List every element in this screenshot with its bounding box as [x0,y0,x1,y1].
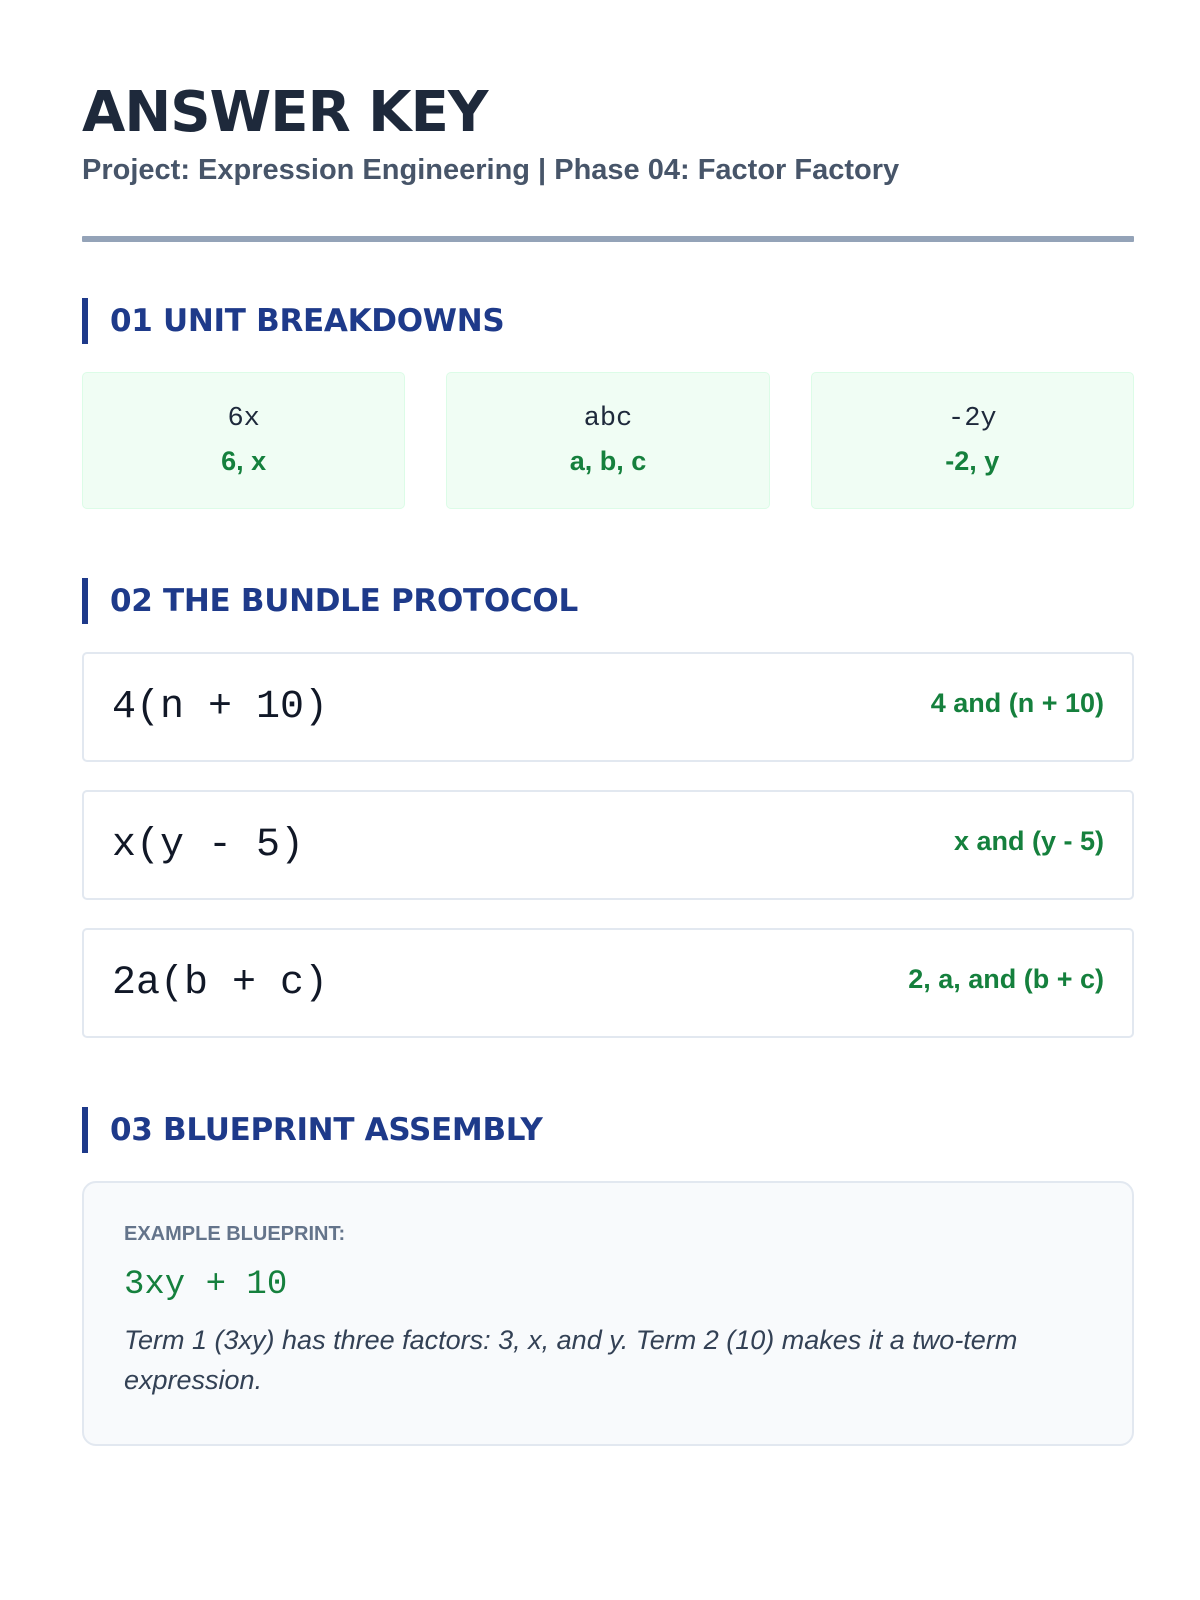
unit-expression: abc [583,404,633,434]
bundle-row [82,652,1134,762]
bundle-answer: x and (y - 5) [953,825,1104,856]
bundle-expression: 2a(b + c) [112,960,329,1006]
blueprint-expression: 3xy + 10 [124,1266,288,1304]
blueprint-label: EXAMPLE BLUEPRINT: [124,1223,346,1245]
bundle-protocol-list [82,652,1134,1066]
unit-factors: -2, y [945,446,1000,476]
unit-card [811,372,1134,509]
bundle-row [82,928,1134,1038]
unit-card [82,372,405,509]
unit-factors: a, b, c [569,446,647,476]
unit-expression: -2y [948,404,997,434]
page-subtitle: Project: Expression Engineering | Phase 04: Factor Factory [82,154,900,186]
unit-factors: 6, x [221,446,267,476]
section-heading-bundle-protocol: 02 THE BUNDLE PROTOCOL [82,578,578,624]
section-heading-unit-breakdowns: 01 UNIT BREAKDOWNS [82,298,504,344]
bundle-row [82,790,1134,900]
unit-card [446,372,769,509]
bundle-expression: 4(n + 10) [112,684,329,730]
bundle-answer: 4 and (n + 10) [930,687,1104,718]
bundle-expression: x(y - 5) [112,822,305,868]
section-heading-blueprint-assembly: 03 BLUEPRINT ASSEMBLY [82,1107,543,1153]
unit-breakdown-cards [82,372,1134,509]
blueprint-note: Term 1 (3xy) has three factors: 3, x, and y. Term 2 (10) makes it a two-term expression. [124,1325,1018,1395]
blueprint-box [82,1181,1134,1446]
header-divider [82,236,1134,242]
page-title: ANSWER KEY [82,80,488,145]
bundle-answer: 2, a, and (b + c) [908,963,1104,994]
unit-expression: 6x [227,404,260,434]
